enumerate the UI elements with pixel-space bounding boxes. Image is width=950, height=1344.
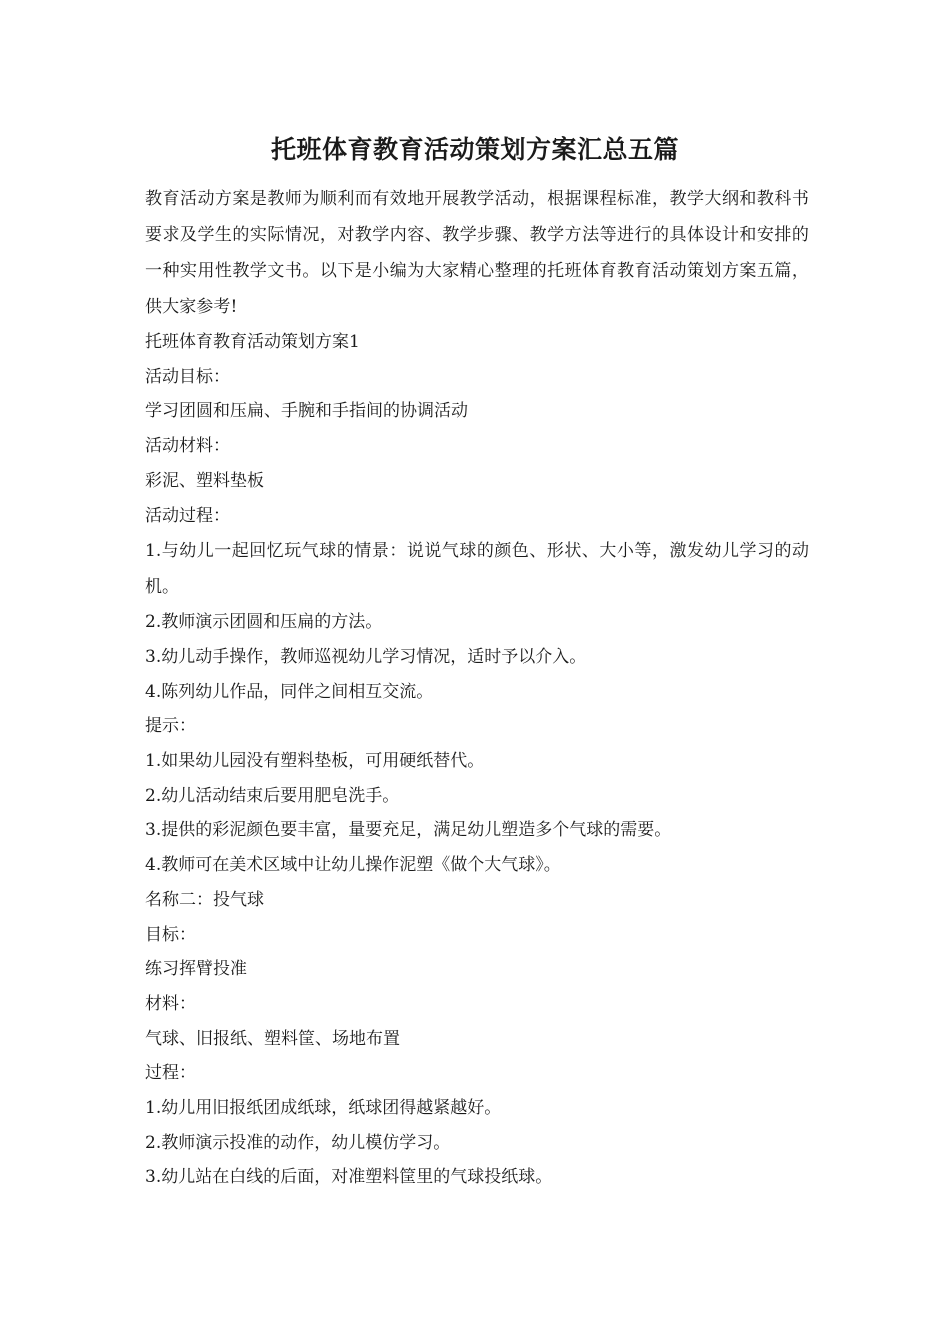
list-item: 2.教师演示投准的动作，幼儿模仿学习。	[145, 1132, 451, 1153]
label-line: 活动过程：	[145, 505, 230, 526]
text-line: 彩泥、塑料垫板	[145, 470, 264, 491]
list-item: 1.与幼儿一起回忆玩气球的情景：说说气球的颜色、形状、大小等，激发幼儿学习的动机。	[145, 541, 809, 598]
list-item: 2.教师演示团圆和压扁的方法。	[145, 612, 383, 633]
label-line: 目标：	[145, 924, 196, 945]
section-heading: 名称二：投气球	[145, 889, 264, 910]
list-item: 3.提供的彩泥颜色要丰富，量要充足，满足幼儿塑造多个气球的需要。	[145, 820, 672, 841]
text-line: 学习团圆和压扁、手腕和手指间的协调活动	[145, 401, 468, 422]
list-item: 1.如果幼儿园没有塑料垫板，可用硬纸替代。	[145, 751, 485, 772]
label-line: 提示：	[145, 716, 196, 737]
intro-paragraph: 教育活动方案是教师为顺利而有效地开展教学活动，根据课程标准，教学大纲和教科书要求及学生的实际情况，对教学内容、教学步骤、教学方法等进行的具体设计和安排的一种实用性教学文书。以下是小编为大家精心整理的托班体育教育活动策划方案五篇，供大家参考!	[145, 189, 809, 317]
text-line: 气球、旧报纸、塑料筐、场地布置	[145, 1028, 400, 1049]
list-item: 3.幼儿站在白线的后面，对准塑料筐里的气球投纸球。	[145, 1167, 553, 1188]
list-item: 3.幼儿动手操作，教师巡视幼儿学习情况，适时予以介入。	[145, 646, 587, 667]
text-line: 练习挥臂投准	[145, 959, 247, 980]
list-item: 2.幼儿活动结束后要用肥皂洗手。	[145, 785, 400, 806]
label-line: 过程：	[145, 1063, 196, 1084]
document-title: 托班体育教育活动策划方案汇总五篇	[270, 135, 679, 164]
list-item: 4.陈列幼儿作品，同伴之间相互交流。	[145, 681, 434, 702]
label-line: 活动目标：	[145, 366, 230, 387]
list-item: 1.幼儿用旧报纸团成纸球，纸球团得越紧越好。	[145, 1098, 502, 1119]
label-line: 材料：	[145, 993, 196, 1014]
document-body	[145, 181, 809, 1195]
section-heading: 托班体育教育活动策划方案1	[145, 332, 360, 352]
label-line: 活动材料：	[145, 436, 230, 457]
list-item: 4.教师可在美术区域中让幼儿操作泥塑《做个大气球》。	[145, 855, 561, 876]
